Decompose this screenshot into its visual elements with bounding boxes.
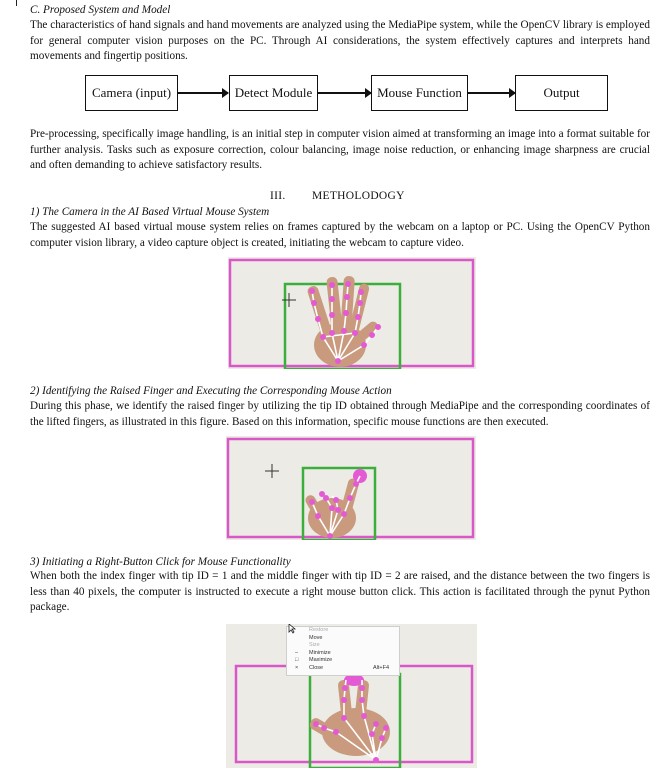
menu-item-size[interactable]: Size bbox=[309, 642, 320, 649]
flow-arrow bbox=[468, 92, 515, 94]
menu-item-minimize-label: Minimize bbox=[309, 649, 331, 656]
section-number: III. bbox=[270, 190, 286, 202]
figure-right-click bbox=[226, 624, 477, 768]
menu-item-minimize[interactable] bbox=[287, 650, 399, 658]
subsection-heading-3: 3) Initiating a Right-Button Click for Mouse Functionality bbox=[30, 556, 291, 568]
menu-item-restore[interactable]: Restore bbox=[309, 627, 329, 633]
figure-webcam-hand-open bbox=[228, 257, 476, 369]
menu-item-close-label: Close bbox=[309, 664, 324, 671]
hand-landmark-illustration-2 bbox=[226, 436, 476, 540]
menu-item-maximize-label: Maximize bbox=[309, 657, 333, 664]
flow-box-output: Output bbox=[515, 75, 608, 111]
margin-mark bbox=[16, 0, 17, 6]
menu-item-close[interactable] bbox=[287, 665, 399, 673]
maximize-icon: □ bbox=[295, 657, 299, 664]
flow-box-detect: Detect Module bbox=[229, 75, 318, 111]
hand-landmark-illustration-1 bbox=[228, 257, 476, 369]
section-title: METHOLODOGY bbox=[312, 190, 405, 202]
preprocessing-paragraph: Pre-processing, specifically image handling, is an initial step in computer vision aimed at transforming an image into a format suitable for further analysis. Tasks such as exposure correction, colour balancing, image noise reduction, or enhancing image sharpness are crucial and often demanding to achieve satisfactory results. bbox=[30, 128, 650, 172]
context-menu bbox=[286, 626, 400, 676]
subsection-heading-2: 2) Identifying the Raised Finger and Executing the Corresponding Mouse Action bbox=[30, 385, 392, 397]
flow-box-mouse-function: Mouse Function bbox=[371, 75, 468, 111]
menu-item-move[interactable]: Move bbox=[309, 634, 323, 641]
section-c-paragraph: The characteristics of hand signals and hand movements are analyzed using the MediaPipe system, while the OpenCV library is employed for general computer vision purposes on the PC. Through AI considerations, the system effectively captures and interprets hand movements and fingertip positions. bbox=[30, 19, 650, 63]
sub1-paragraph: The suggested AI based virtual mouse system relies on frames captured by the webcam on a laptop or PC. Using the OpenCV Python computer vision library, a video capture object is created, initiating the webcam to capture video. bbox=[30, 221, 650, 249]
subsection-heading-1: 1) The Camera in the AI Based Virtual Mouse System bbox=[30, 206, 270, 218]
menu-item-maximize[interactable] bbox=[287, 657, 399, 665]
subsection-heading-c: C. Proposed System and Model bbox=[30, 4, 171, 16]
figure-raised-finger bbox=[226, 436, 476, 540]
flow-box-camera: Camera (input) bbox=[85, 75, 178, 111]
sub3-paragraph: When both the index finger with tip ID = 1 and the middle finger with tip ID = 2 are raised, and the distance between the two fingers is less than 40 pixels, the computer is instructed to execute a right mouse button click. This action is facilitated through the pynut Python package. bbox=[30, 570, 650, 614]
cursor-icon bbox=[288, 624, 298, 634]
flow-arrow bbox=[178, 92, 228, 94]
minimize-icon: – bbox=[295, 649, 299, 656]
close-icon: × bbox=[295, 664, 299, 671]
close-shortcut: Alt+F4 bbox=[373, 664, 390, 671]
flow-arrow bbox=[318, 92, 371, 94]
sub2-paragraph: During this phase, we identify the raised finger by utilizing the tip ID obtained through MediaPipe and the corresponding coordinates of the lifted fingers, as illustrated in this figure. Based on this information, specific mouse functions are then executed. bbox=[30, 400, 650, 428]
